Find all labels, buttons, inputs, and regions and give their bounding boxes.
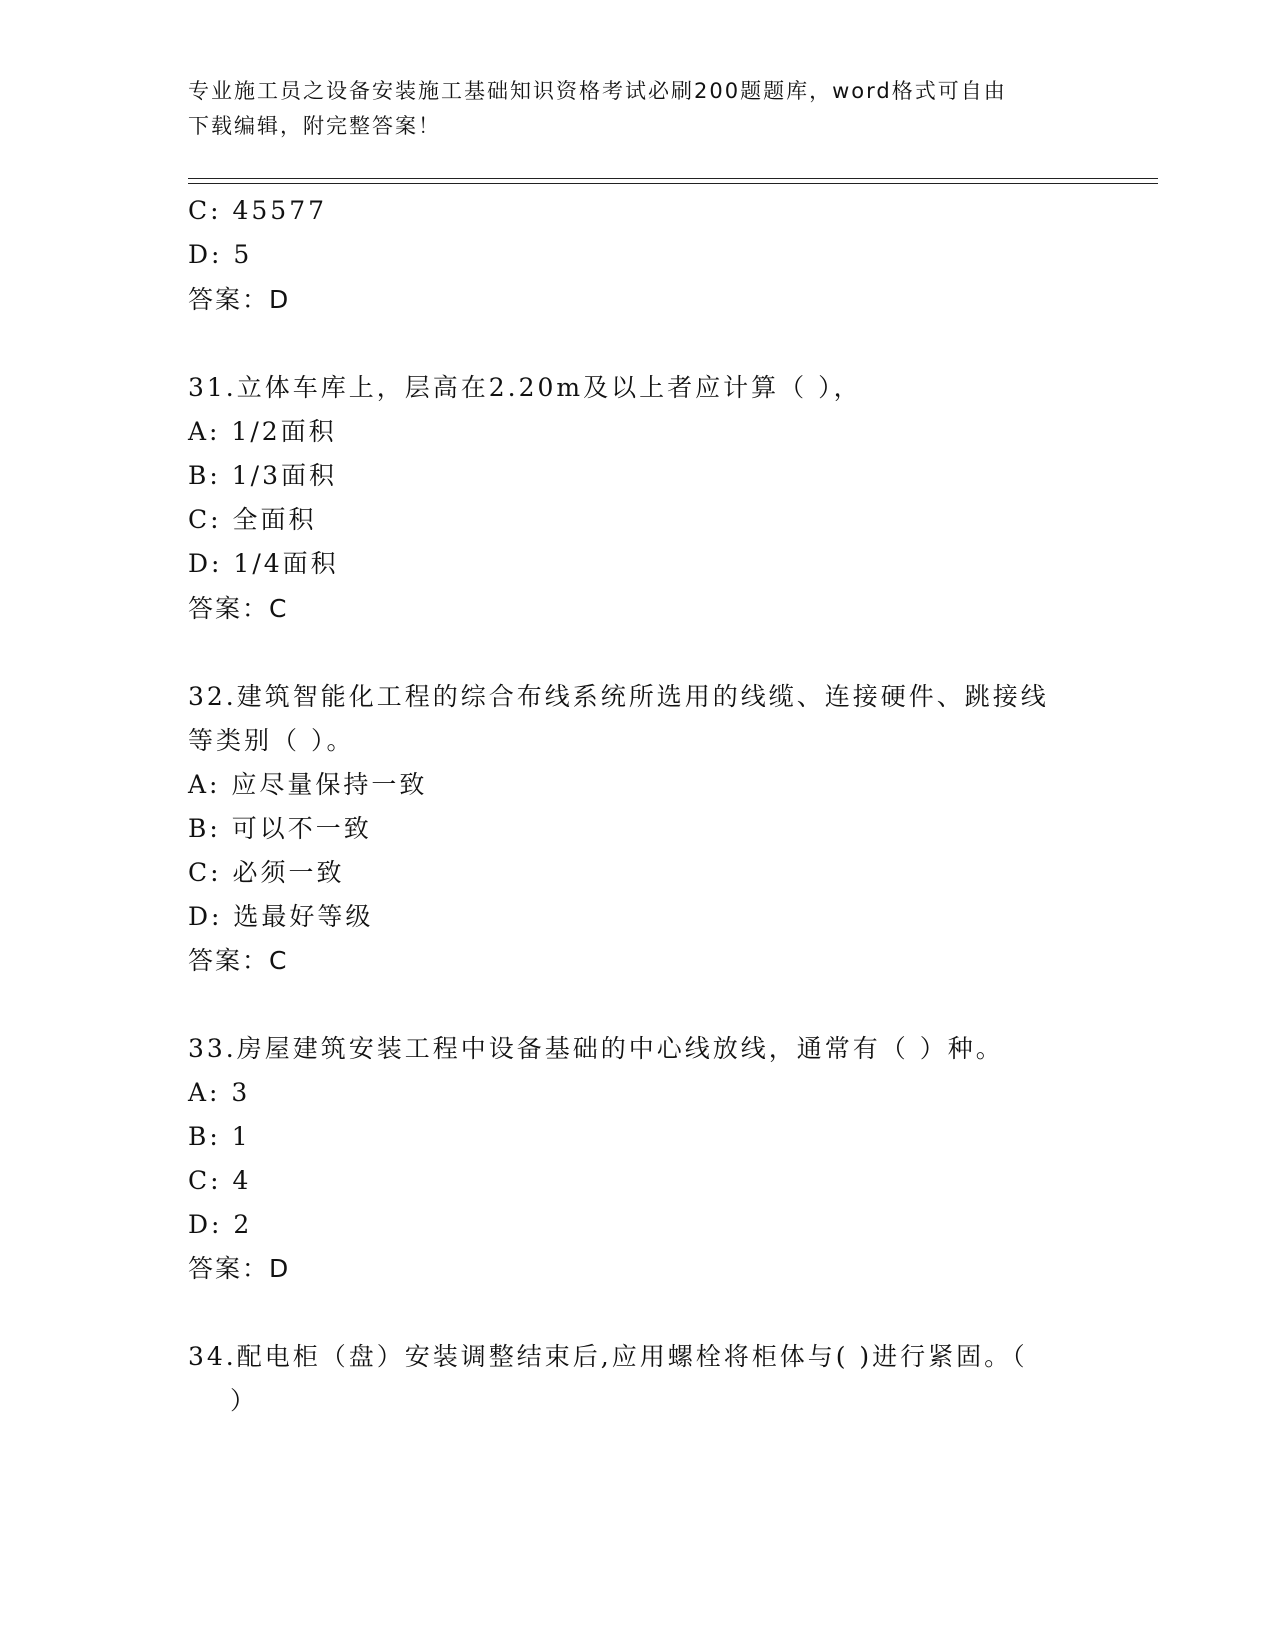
- q33-option-b: B: 1: [188, 1122, 251, 1151]
- q32-option-a: A: 应尽量保持一致: [188, 770, 428, 799]
- q32-stem-line-1: 32.建筑智能化工程的综合布线系统所选用的线缆、连接硬件、跳接线: [188, 682, 1049, 711]
- prev-answer: 答案：D: [188, 285, 291, 314]
- q31-option-b: B: 1/3面积: [188, 461, 337, 490]
- q31-option-a: A: 1/2面积: [188, 417, 337, 446]
- document-header: [188, 74, 1068, 144]
- q31-option-c: C: 全面积: [188, 505, 317, 534]
- q32-option-b: B: 可以不一致: [188, 814, 372, 843]
- q34-stem-line-1: 34.配电柜（盘）安装调整结束后,应用螺栓将柜体与( )进行紧固。（: [188, 1342, 1028, 1371]
- q32-option-c: C: 必须一致: [188, 858, 345, 887]
- q31-answer: 答案：C: [188, 594, 289, 623]
- q32-answer: 答案：C: [188, 946, 289, 975]
- q33-stem: 33.房屋建筑安装工程中设备基础的中心线放线，通常有（ ）种。: [188, 1034, 1004, 1063]
- q34-stem-line-2: ）: [230, 1386, 259, 1415]
- header-divider-bottom: [188, 183, 1158, 184]
- q33-answer: 答案：D: [188, 1254, 291, 1283]
- q33-option-d: D: 2: [188, 1210, 253, 1239]
- q31-stem: 31.立体车库上，层高在2.20m及以上者应计算（ ），: [188, 373, 862, 402]
- prev-option-c: C: 45577: [188, 196, 328, 225]
- q33-option-a: A: 3: [188, 1078, 251, 1107]
- header-line-1: 专业施工员之设备安装施工基础知识资格考试必刷200题题库，word格式可自由: [188, 79, 1007, 103]
- prev-option-d: D: 5: [188, 240, 253, 269]
- header-divider-top: [188, 178, 1158, 179]
- q31-option-d: D: 1/4面积: [188, 549, 339, 578]
- q32-stem-line-2: 等类别（ ）。: [188, 726, 355, 755]
- q33-option-c: C: 4: [188, 1166, 252, 1195]
- header-line-2: 下载编辑，附完整答案！: [188, 114, 441, 138]
- q32-option-d: D: 选最好等级: [188, 902, 374, 931]
